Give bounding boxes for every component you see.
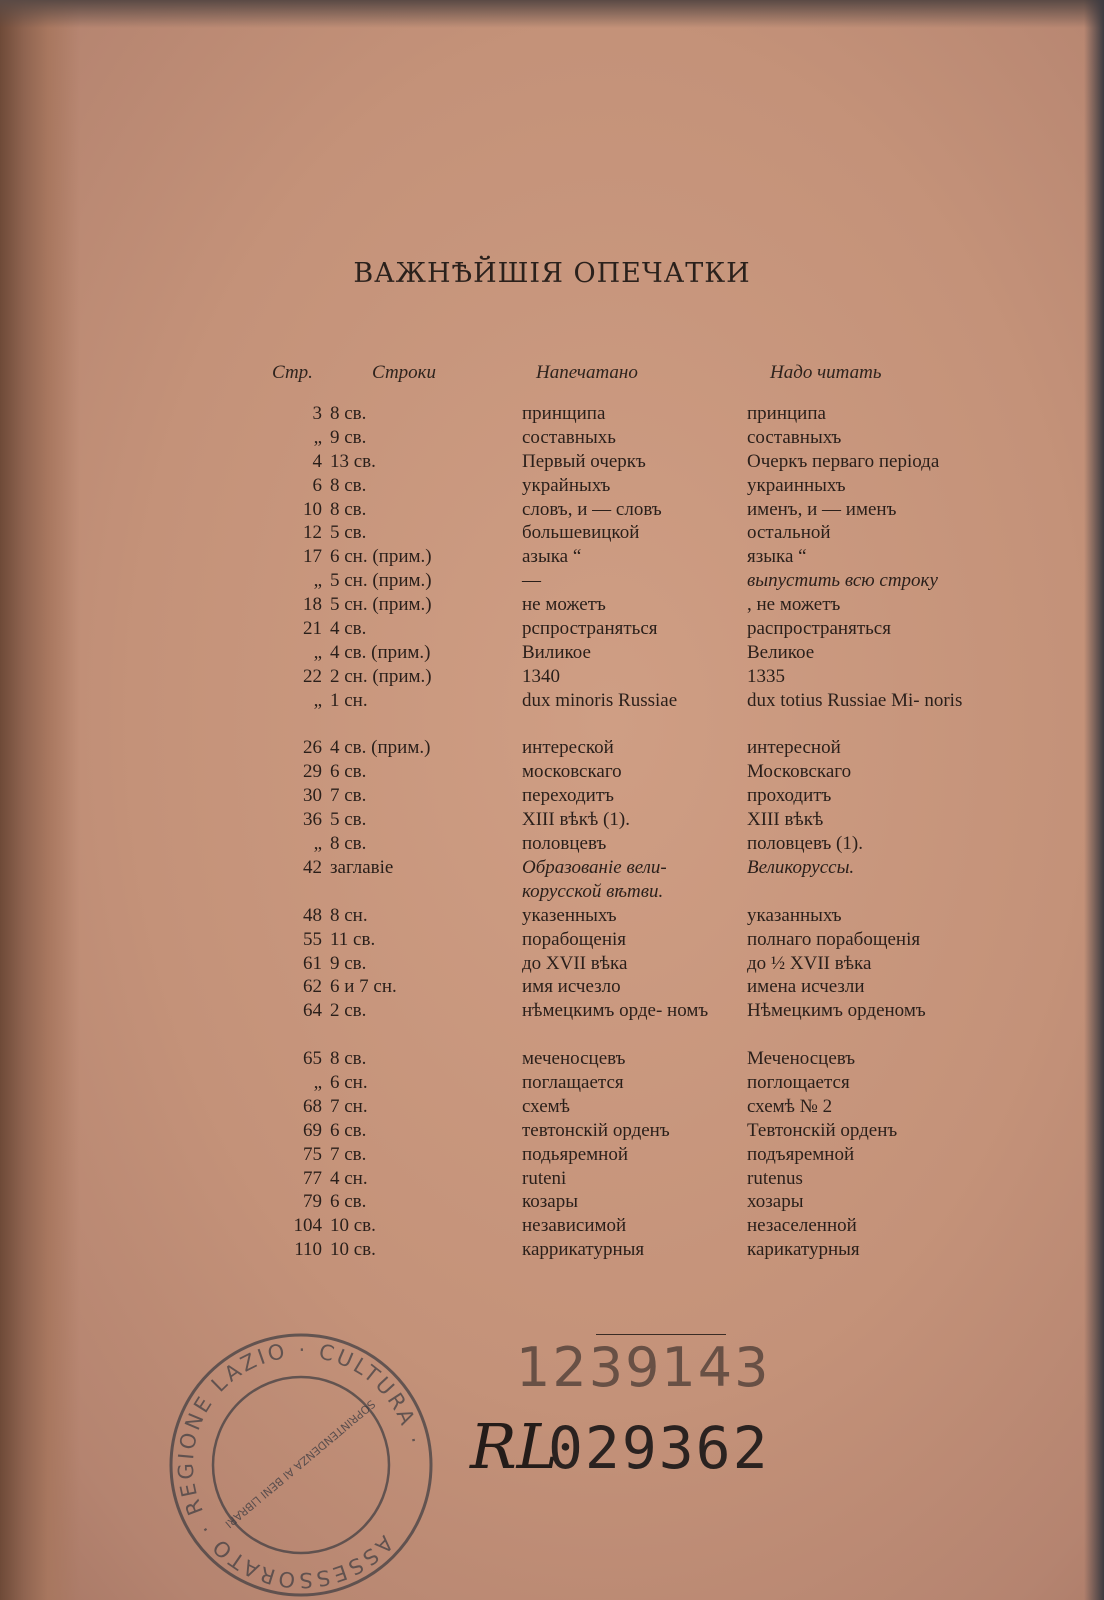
row-line: 5 св. [330, 809, 367, 831]
row-printed: тевтонскій орденъ [522, 1119, 670, 1141]
row-page: 17 [303, 546, 322, 568]
table-row [0, 402, 1104, 426]
row-read: rutenus [747, 1167, 803, 1189]
table-row [0, 689, 1104, 737]
row-line: 7 сн. [330, 1095, 368, 1117]
row-page: 64 [303, 1000, 322, 1022]
header-page: Стр. [272, 362, 313, 383]
row-printed: половцевъ [522, 833, 607, 855]
row-read: указанныхъ [747, 904, 842, 926]
row-line: 5 сн. (прим.) [330, 594, 432, 616]
row-printed: Виликое [522, 641, 591, 663]
row-read: Нѣмецкимъ орденомъ [747, 1000, 926, 1022]
row-printed: поглащается [522, 1071, 624, 1093]
row-read: до ½ XVII вѣка [747, 952, 872, 974]
row-printed: московскаго [522, 761, 622, 783]
row-page: 48 [303, 904, 322, 926]
row-printed: большевицкой [522, 522, 640, 544]
row-page: 18 [303, 594, 322, 616]
row-printed: каррикатурныя [522, 1239, 645, 1261]
row-printed: Первый очеркъ [522, 450, 646, 472]
table-row [0, 928, 1104, 952]
row-page: 62 [303, 976, 322, 998]
row-printed: украйныхъ [522, 474, 611, 496]
row-page: 29 [303, 761, 322, 783]
row-page: 36 [303, 809, 322, 831]
table-row [0, 1167, 1104, 1191]
table-row [0, 1119, 1104, 1143]
table-row [0, 521, 1104, 545]
row-read: незаселенной [747, 1215, 857, 1237]
row-page: „ [313, 689, 322, 711]
handwritten-number: 1239143 [516, 1336, 771, 1399]
row-printed: XIII вѣкѣ (1). [522, 809, 630, 831]
row-read: имена исчезли [747, 976, 865, 998]
table-row [0, 498, 1104, 522]
table-row [0, 569, 1104, 593]
row-page: „ [313, 426, 322, 448]
row-page: 22 [303, 665, 322, 687]
row-printed: переходитъ [522, 785, 614, 807]
header-line: Строки [372, 362, 437, 383]
page-top-edge [0, 0, 1104, 28]
row-page: „ [313, 833, 322, 855]
row-page: 6 [312, 474, 322, 496]
row-page: 3 [312, 403, 322, 424]
row-read: распространяться [747, 618, 891, 640]
table-row [0, 760, 1104, 784]
table-row [0, 450, 1104, 474]
row-read: языка “ [747, 546, 807, 568]
row-line: 4 сн. [330, 1167, 368, 1189]
row-line: 7 св. [330, 1143, 367, 1165]
row-printed: до XVII вѣка [522, 952, 628, 974]
row-line: 8 св. [330, 403, 367, 424]
row-line: 9 св. [330, 426, 367, 448]
row-page: 61 [303, 952, 322, 974]
row-line: 4 св. [330, 618, 367, 640]
row-read: именъ, и — именъ [747, 498, 897, 520]
row-page: „ [313, 570, 322, 592]
row-printed: меченосцевъ [522, 1048, 626, 1070]
row-page: 77 [303, 1167, 322, 1189]
row-read: хозары [747, 1191, 804, 1213]
row-page: 4 [312, 450, 322, 472]
table-row [0, 904, 1104, 928]
row-line: 6 св. [330, 761, 367, 783]
row-read: проходитъ [747, 785, 832, 807]
row-line: 2 сн. (прим.) [330, 665, 432, 687]
row-read: подъяремной [747, 1143, 855, 1165]
row-printed: схемѣ [522, 1095, 570, 1117]
table-row [0, 999, 1104, 1047]
row-printed: подьяремной [522, 1143, 628, 1165]
row-printed: интереской [522, 737, 614, 759]
row-read: карикатурныя [747, 1239, 860, 1261]
row-read: Московскаго [747, 761, 852, 783]
row-read: Тевтонскій орденъ [747, 1119, 898, 1141]
table-row [0, 784, 1104, 808]
row-page: 110 [294, 1239, 322, 1261]
row-line: 6 сн. (прим.) [330, 546, 432, 568]
row-read: выпустить всю строку [747, 570, 938, 592]
row-line: 4 св. (прим.) [330, 641, 431, 663]
row-read: поглощается [747, 1071, 850, 1093]
row-line: 5 св. [330, 522, 367, 544]
row-read: половцевъ (1). [747, 833, 863, 855]
errata-table [0, 402, 1104, 1262]
row-page: 26 [303, 737, 322, 759]
row-line: 8 св. [330, 474, 367, 496]
row-page: 30 [303, 785, 322, 807]
table-row [0, 736, 1104, 760]
row-line: 4 св. (прим.) [330, 737, 431, 759]
row-line: 11 св. [330, 928, 376, 950]
row-printed: Образованіе вели- корусской вѣтви. [522, 856, 667, 902]
row-line: заглавіе [330, 856, 394, 878]
row-printed: 1340 [522, 665, 560, 687]
table-row [0, 808, 1104, 832]
row-read: полнаго порабощенія [747, 928, 921, 950]
separator-rule [596, 1334, 726, 1335]
row-page: „ [313, 641, 322, 663]
row-printed: порабощенія [522, 928, 627, 950]
page-title: ВАЖНѢЙШІЯ ОПЕЧАТКИ [353, 258, 751, 289]
table-row [0, 952, 1104, 976]
table-row [0, 641, 1104, 665]
row-page: 75 [303, 1143, 322, 1165]
stamp-outer-text: ASSESSORATO · REGIONE LAZIO · CULTURA · [173, 1337, 427, 1593]
header-read: Надо читать [770, 362, 882, 383]
row-line: 6 и 7 сн. [330, 976, 397, 998]
table-row [0, 1047, 1104, 1071]
row-line: 9 св. [330, 952, 367, 974]
table-row [0, 832, 1104, 856]
row-page: „ [313, 1071, 322, 1093]
row-printed: рспространяться [522, 618, 658, 640]
row-line: 1 сн. [330, 689, 368, 711]
row-line: 13 св. [330, 450, 376, 472]
row-printed: имя исчезло [522, 976, 621, 998]
row-line: 5 сн. (прим.) [330, 570, 432, 592]
table-row [0, 1238, 1104, 1262]
table-row [0, 545, 1104, 569]
row-line: 6 св. [330, 1191, 367, 1213]
row-line: 2 св. [330, 1000, 367, 1022]
table-row [0, 1190, 1104, 1214]
table-row [0, 665, 1104, 689]
row-read: XIII вѣкѣ [747, 809, 824, 831]
row-printed: азыка “ [522, 546, 582, 568]
row-page: 79 [303, 1191, 322, 1213]
table-row [0, 617, 1104, 641]
row-line: 8 св. [330, 498, 367, 520]
table-row [0, 474, 1104, 498]
row-printed: — [522, 570, 541, 592]
row-page: 69 [303, 1119, 322, 1141]
row-line: 8 сн. [330, 904, 368, 926]
row-printed: не можетъ [522, 594, 606, 616]
row-page: 42 [303, 856, 322, 878]
row-page: 104 [293, 1215, 322, 1237]
row-line: 8 св. [330, 833, 367, 855]
table-row [0, 856, 1104, 904]
row-line: 10 св. [330, 1215, 376, 1237]
library-stamp [166, 1330, 436, 1600]
row-line: 8 св. [330, 1048, 367, 1070]
row-printed: принщипа [522, 403, 606, 424]
row-read: интересной [747, 737, 841, 759]
row-line: 7 св. [330, 785, 367, 807]
row-printed: нѣмецкимъ орде- номъ [522, 1000, 709, 1022]
row-page: 68 [303, 1095, 322, 1117]
row-line: 6 св. [330, 1119, 367, 1141]
row-page: 10 [303, 498, 322, 520]
row-read: принципа [747, 403, 826, 424]
row-line: 6 сн. [330, 1071, 368, 1093]
table-row [0, 1095, 1104, 1119]
row-read: схемѣ № 2 [747, 1095, 833, 1117]
row-printed: независимой [522, 1215, 627, 1237]
row-page: 65 [303, 1048, 322, 1070]
row-printed: составныхь [522, 426, 616, 448]
row-read: 1335 [747, 665, 785, 687]
row-read: Очеркъ перваго періода [747, 450, 940, 472]
table-row [0, 1143, 1104, 1167]
table-row [0, 426, 1104, 450]
table-row [0, 593, 1104, 617]
inventory-number: 029362 [548, 1414, 770, 1482]
row-read: украинныхъ [747, 474, 846, 496]
header-printed: Напечатано [536, 362, 638, 383]
row-read: , не можетъ [747, 594, 841, 616]
row-read: составныхъ [747, 426, 842, 448]
row-page: 21 [303, 618, 322, 640]
row-read: Меченосцевъ [747, 1048, 856, 1070]
table-row [0, 975, 1104, 999]
row-page: 12 [303, 522, 322, 544]
table-row [0, 1214, 1104, 1238]
row-read: dux totius Russiae Mi- noris [747, 689, 963, 711]
row-printed: dux minoris Russiae [522, 689, 678, 711]
stamp-inner-text: SOPRINTENDENZA AI BENI LIBRARI [222, 1397, 378, 1531]
row-read: Великоруссы. [747, 856, 855, 878]
inventory-prefix: RL [470, 1410, 558, 1483]
row-read: Великое [747, 641, 815, 663]
row-printed: козары [522, 1191, 578, 1213]
row-page: 55 [303, 928, 322, 950]
row-read: остальной [747, 522, 831, 544]
row-printed: указенныхъ [522, 904, 617, 926]
row-printed: ruteni [522, 1167, 567, 1189]
table-row [0, 1071, 1104, 1095]
row-printed: словъ, и — словъ [522, 498, 662, 520]
row-line: 10 св. [330, 1239, 376, 1261]
